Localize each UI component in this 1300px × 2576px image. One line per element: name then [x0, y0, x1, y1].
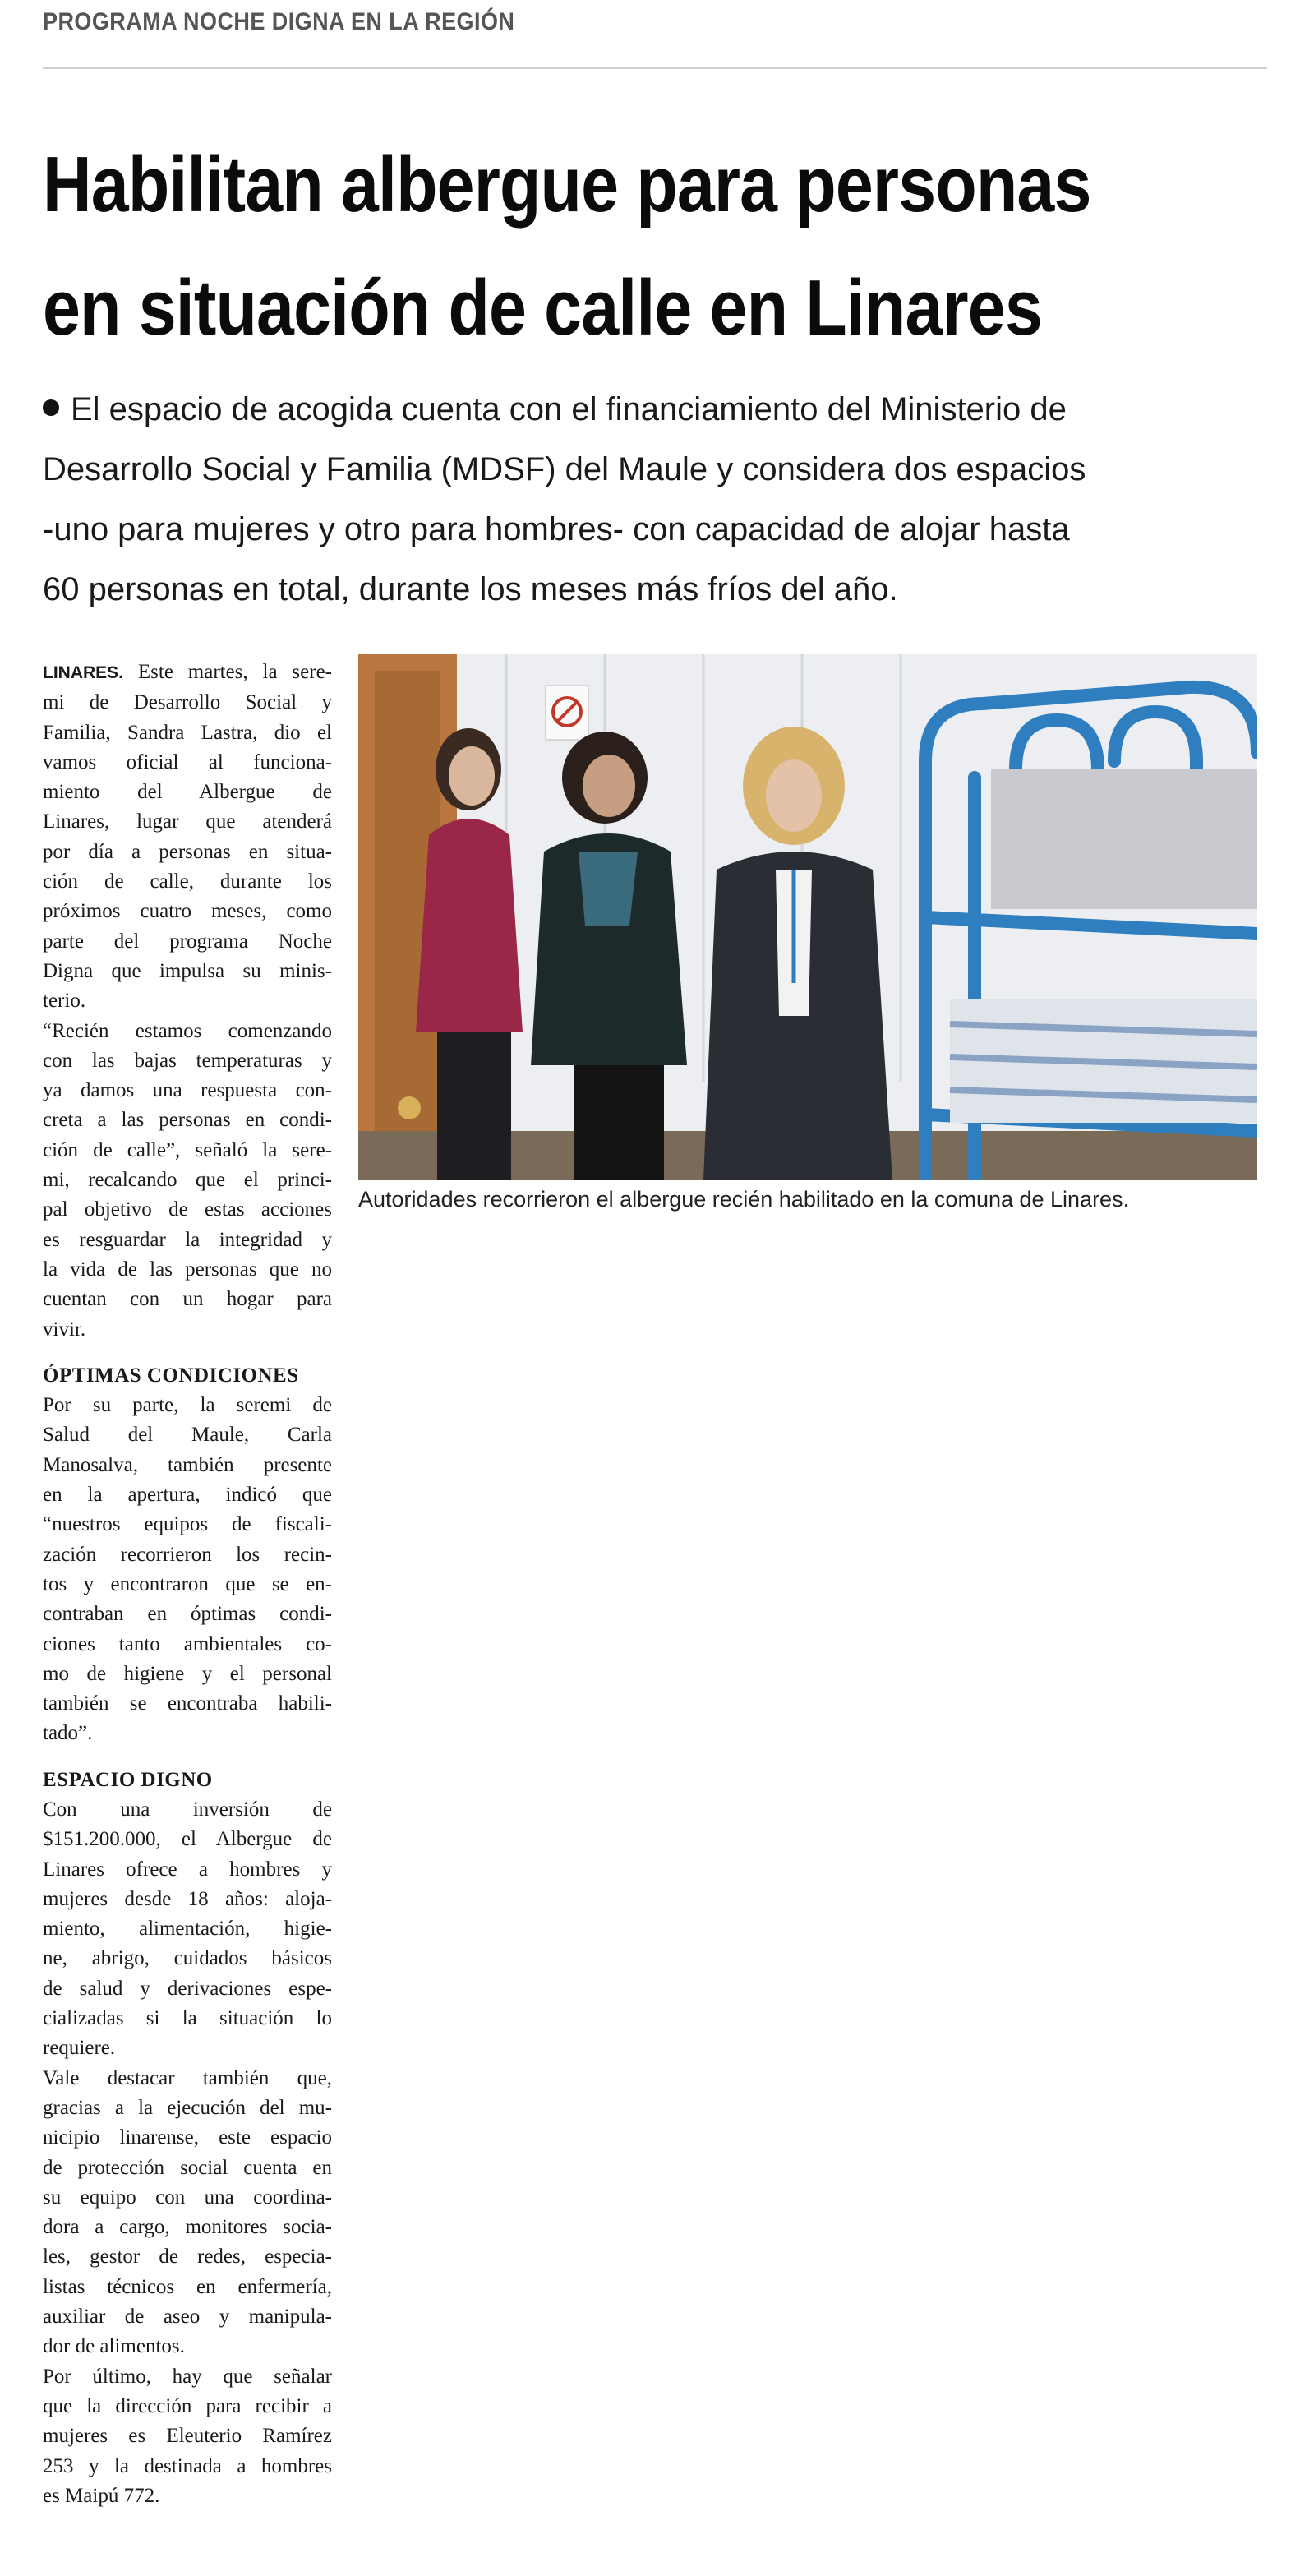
body-line: 253 y la destinada a hombres — [43, 2454, 332, 2477]
body-line: vamos oficial al funciona- — [43, 750, 332, 773]
subheading-espacio-digno: ESPACIO DIGNO — [43, 1768, 213, 1791]
subheading-optimas-condiciones: ÓPTIMAS CONDICIONES — [43, 1364, 299, 1387]
body-paragraph — [43, 688, 332, 1016]
body-line: mo de higiene y el personal — [43, 1662, 332, 1685]
body-first-line: LINARES. Este martes, la sere- — [43, 661, 332, 683]
body-line: la vida de las personas que no — [43, 1258, 332, 1281]
body-line: Linares ofrece a hombres y — [43, 1858, 332, 1881]
body-line: es Maipú 772. — [43, 2484, 160, 2507]
body-line: “nuestros equipos de fiscali- — [43, 1513, 332, 1536]
body-line: ción de calle”, señaló la sere- — [43, 1138, 332, 1161]
body-line: “Recién estamos comenzando — [43, 1019, 332, 1042]
body-line: ciones tanto ambientales co- — [43, 1632, 332, 1655]
body-line: mujeres desde 18 años: aloja- — [43, 1887, 332, 1910]
body-line: Por su parte, la seremi de — [43, 1394, 332, 1417]
body-line: auxiliar de aseo y manipula- — [43, 2306, 332, 2329]
body-line: listas técnicos en enfermería, — [43, 2275, 332, 2298]
article-photo — [358, 654, 1257, 1180]
body-line: Familia, Sandra Lastra, dio el — [43, 721, 332, 744]
body-line: miento del Albergue de — [43, 781, 332, 804]
lead-line: El espacio de acogida cuenta con el financiamiento del Ministerio de — [43, 380, 1267, 440]
body-line: mujeres es Eleuterio Ramírez — [43, 2425, 332, 2448]
body-line: en la apertura, indicó que — [43, 1484, 332, 1507]
body-line: Digna que impulsa su minis- — [43, 959, 332, 982]
body-line: con las bajas temperaturas y — [43, 1049, 332, 1072]
body-line: Vale destacar también que, — [43, 2066, 332, 2089]
body-line: por día a personas en situa- — [43, 840, 332, 863]
body-line: $151.200.000, el Albergue de — [43, 1828, 332, 1851]
body-line: de protección social cuenta en — [43, 2156, 332, 2179]
body-line: es resguardar la integridad y — [43, 1228, 332, 1251]
headline — [43, 123, 1095, 370]
body-line: Manosalva, también presente — [43, 1453, 332, 1476]
photo-illustration — [358, 654, 1257, 1180]
body-line: creta a las personas en condi- — [43, 1109, 332, 1132]
body-line: Salud del Maule, Carla — [43, 1424, 332, 1447]
bullet-icon — [43, 399, 59, 416]
body-line: mi, recalcando que el princi- — [43, 1169, 332, 1192]
section-label: PROGRAMA NOCHE DIGNA EN LA REGIÓN — [43, 8, 515, 35]
body-line: dor de alimentos. — [43, 2335, 185, 2358]
body-line: dora a cargo, monitores socia- — [43, 2216, 332, 2239]
body-paragraph — [43, 1017, 332, 1345]
body-line: que la dirección para recibir a — [43, 2394, 332, 2417]
body-paragraph — [43, 1795, 332, 2064]
body-line: próximos cuatro meses, como — [43, 900, 332, 923]
body-line: Linares, lugar que atenderá — [43, 810, 332, 833]
body-line: nicipio linarense, este espacio — [43, 2126, 332, 2149]
article-body — [43, 658, 332, 2511]
body-line: terio. — [43, 990, 86, 1013]
headline-line: en situación de calle en Linares — [43, 264, 1042, 352]
body-line: ne, abrigo, cuidados básicos — [43, 1947, 332, 1970]
headline-line: Habilitan albergue para personas — [43, 141, 1091, 229]
body-line: mi de Desarrollo Social y — [43, 691, 332, 714]
body-line: pal objetivo de estas acciones — [43, 1198, 332, 1221]
body-line: también se encontraba habili- — [43, 1692, 332, 1715]
body-paragraph — [43, 2362, 332, 2511]
body-line: zación recorrieron los recin- — [43, 1543, 332, 1566]
lead-line: 60 personas en total, durante los meses más fríos del año. — [43, 571, 898, 607]
body-paragraph — [43, 1391, 332, 1749]
body-paragraph — [43, 2064, 332, 2362]
body-line: cializadas si la situación lo — [43, 2007, 332, 2030]
body-line: vivir. — [43, 1318, 86, 1341]
body-line: contraban en óptimas condi- — [43, 1603, 332, 1626]
dateline: LINARES. — [43, 663, 124, 682]
body-line: Por último, hay que señalar — [43, 2365, 332, 2388]
body-line: miento, alimentación, higie- — [43, 1918, 332, 1941]
photo-caption: Autoridades recorrieron el albergue recién habilitado en la comuna de Linares. — [358, 1187, 1130, 1212]
body-line: cuentan con un hogar para — [43, 1288, 332, 1311]
body-line: tos y encontraron que se en- — [43, 1572, 332, 1595]
lead-line: -uno para mujeres y otro para hombres- con capacidad de alojar hasta — [43, 511, 1070, 547]
body-line: requiere. — [43, 2037, 116, 2060]
body-line: parte del programa Noche — [43, 930, 332, 953]
lead-paragraph — [43, 380, 1267, 620]
body-line: su equipo con una coordina- — [43, 2186, 332, 2209]
body-line: ción de calle, durante los — [43, 870, 332, 893]
body-line: les, gestor de redes, especia- — [43, 2246, 332, 2269]
lead-line: Desarrollo Social y Familia (MDSF) del Maule y considera dos espacios — [43, 451, 1086, 487]
body-line: de salud y derivaciones espe- — [43, 1977, 332, 2000]
top-divider — [43, 67, 1267, 69]
body-line: Con una inversión de — [43, 1798, 332, 1821]
body-line: tado”. — [43, 1722, 93, 1745]
body-line: gracias a la ejecución del mu- — [43, 2096, 332, 2119]
body-line: ya damos una respuesta con- — [43, 1079, 332, 1102]
